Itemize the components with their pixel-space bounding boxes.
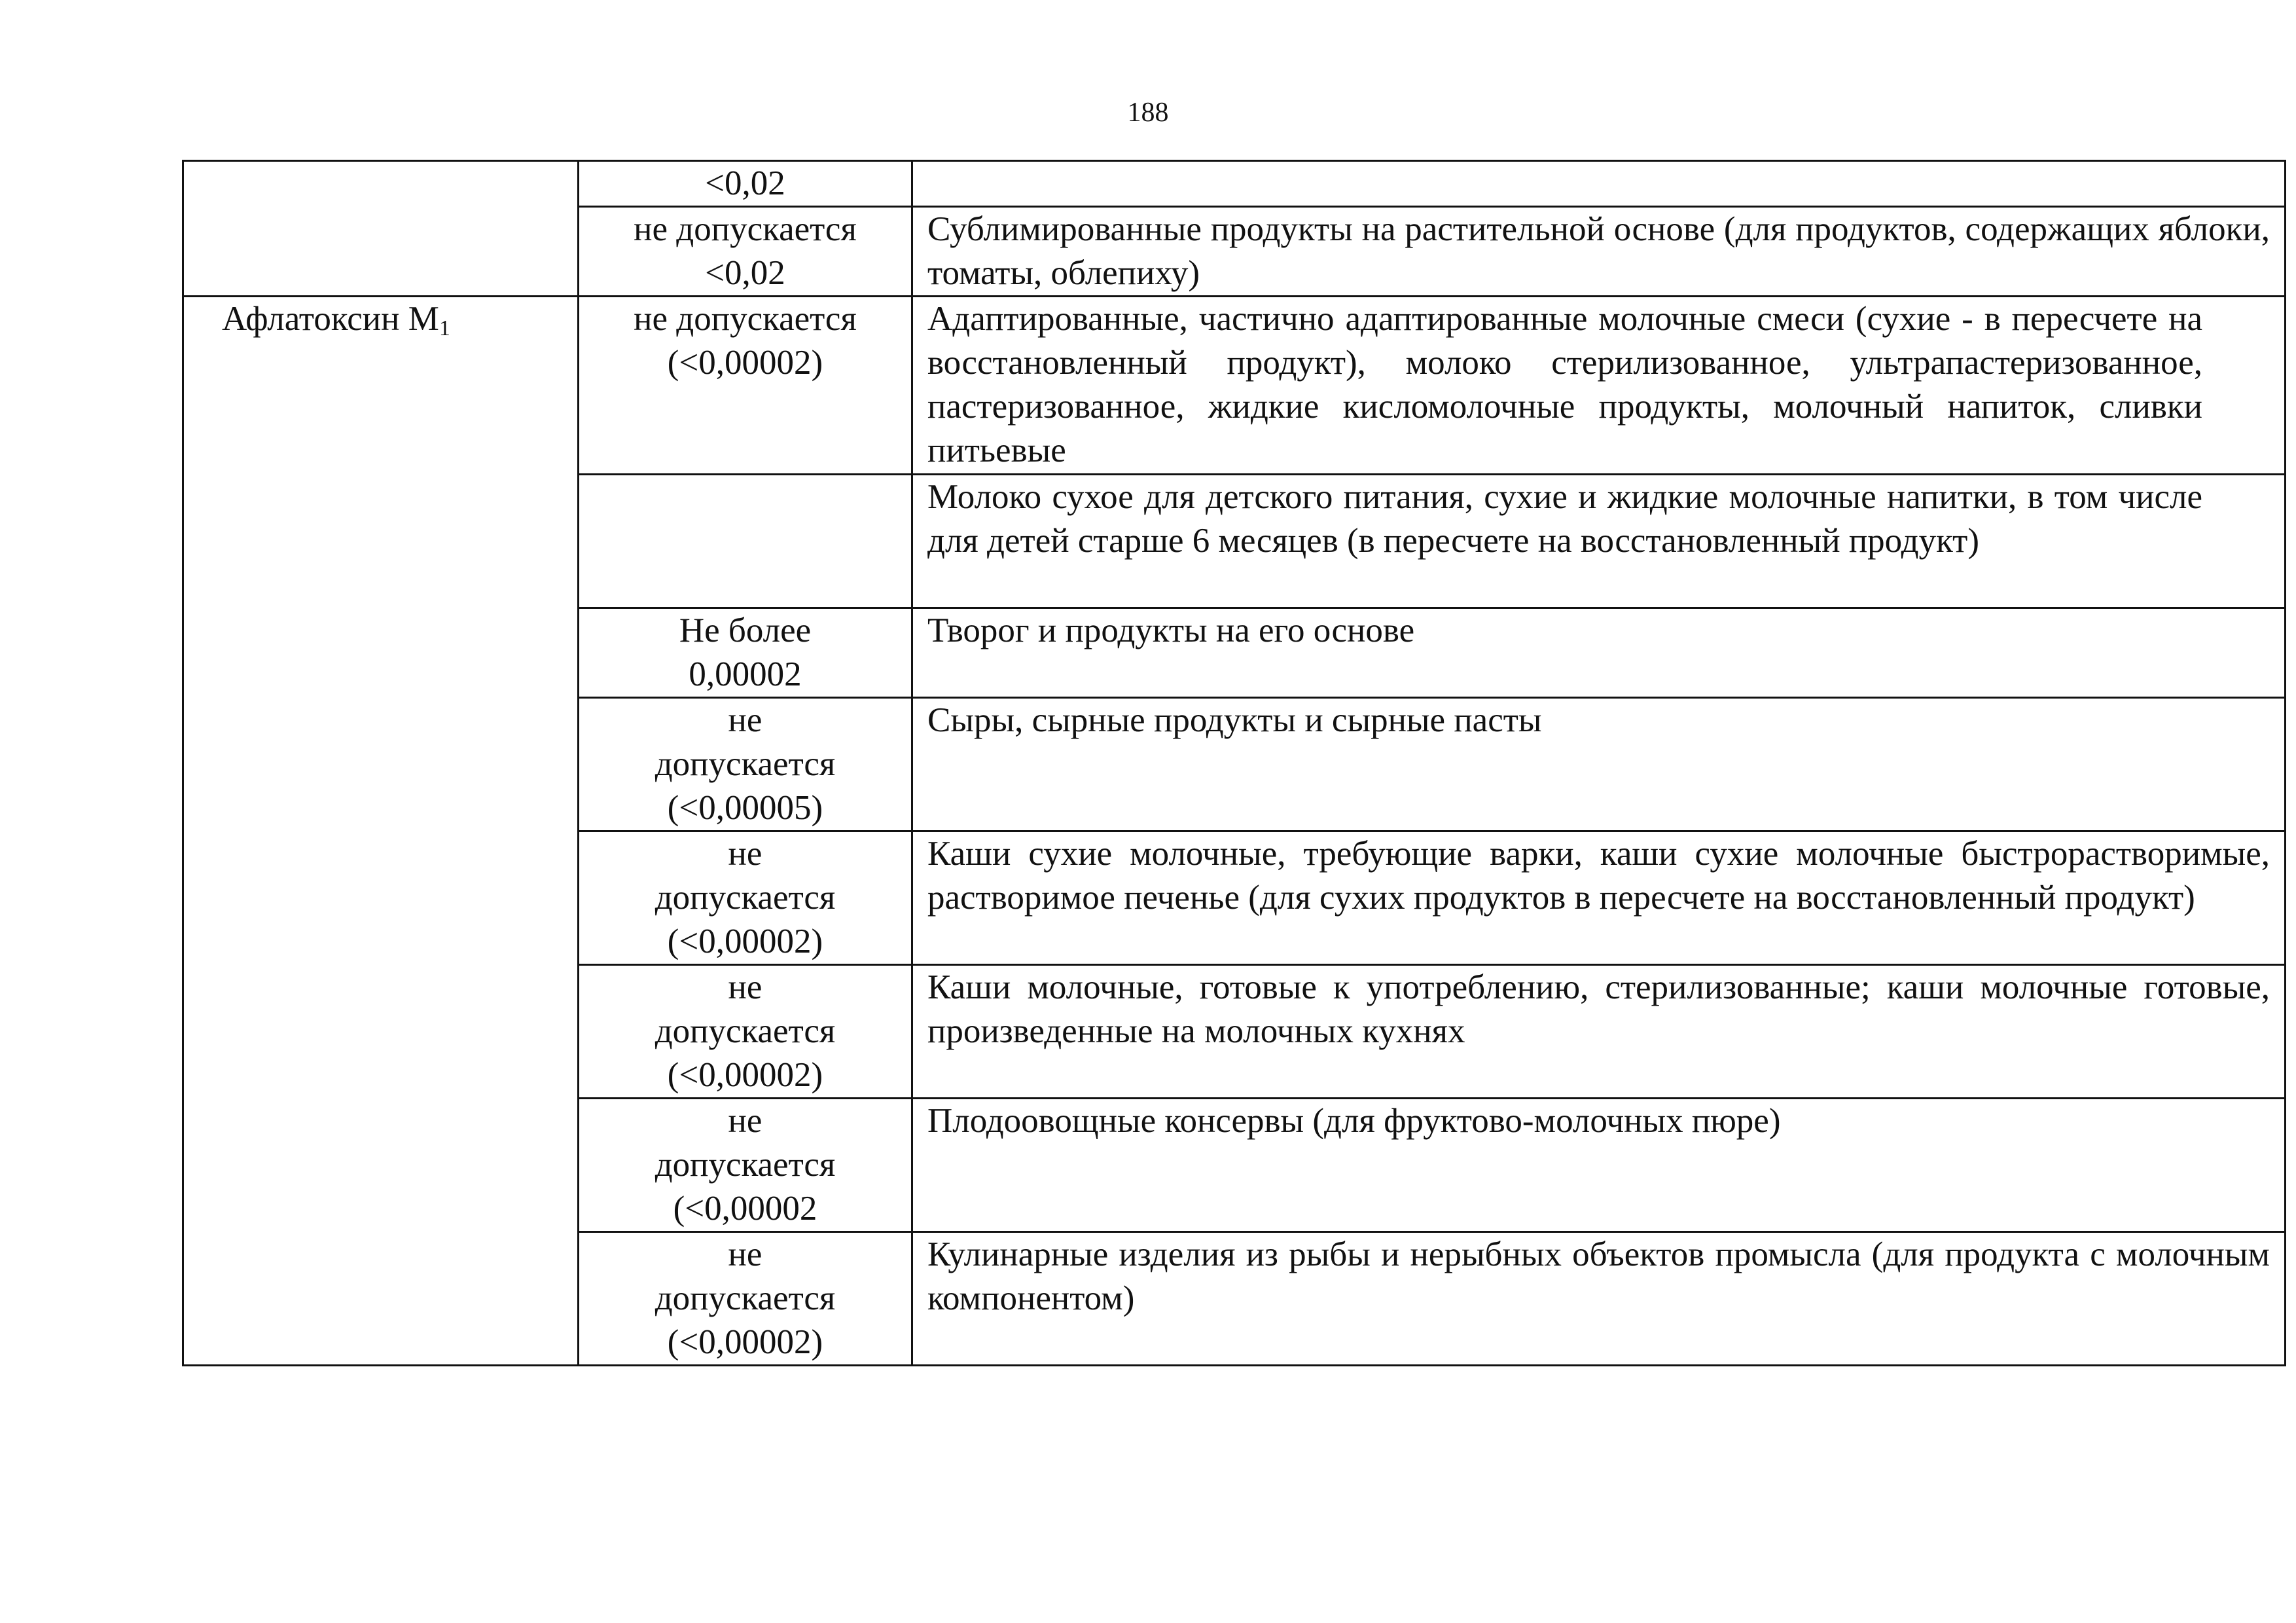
product-cell: Каши сухие молочные, требующие варки, каши сухие молочные быстрорастворимые, растворимое печенье (для сухих продуктов в пересчете на восстановленный продукт)	[912, 831, 2286, 965]
limit-cell: не допускается (<0,00002)	[579, 1232, 912, 1366]
limit-cell: не допускается (<0,00002)	[579, 297, 912, 475]
limit-cell: не допускается (<0,00005)	[579, 698, 912, 831]
page-number: 188	[1127, 98, 1169, 128]
substance-name: Афлатоксин М	[222, 300, 439, 338]
product-cell	[912, 161, 2286, 207]
product-cell: Кулинарные изделия из рыбы и нерыбных объектов промысла (для продукта с молочным компонентом)	[912, 1232, 2286, 1366]
substance-cell	[183, 161, 579, 297]
product-cell: Сыры, сырные продукты и сырные пасты	[912, 698, 2286, 831]
limit-cell: не допускается (<0,00002	[579, 1099, 912, 1232]
substance-subscript: 1	[439, 316, 450, 340]
product-cell: Творог и продукты на его основе	[912, 608, 2286, 698]
limit-cell: Не более 0,00002	[579, 608, 912, 698]
product-cell: Адаптированные, частично адаптированные молочные смеси (сухие - в пересчете на восстановленный продукт), молоко стерилизованное, ультрапастеризованное, пастеризованное, жидкие кисломолочные продукты, молочный напиток, сливки питьевые	[912, 297, 2286, 475]
product-cell: Каши молочные, готовые к употреблению, стерилизованные; каши молочные готовые, произведенные на молочных кухнях	[912, 965, 2286, 1099]
limit-cell: не допускается (<0,00002)	[579, 965, 912, 1099]
limit-cell: <0,02	[579, 161, 912, 207]
table-row	[183, 161, 2286, 207]
limit-cell: не допускается <0,02	[579, 207, 912, 297]
table-row	[183, 297, 2286, 475]
limit-cell: не допускается (<0,00002)	[579, 831, 912, 965]
substance-cell	[183, 297, 579, 1366]
product-cell: Плодоовощные консервы (для фруктово-молочных пюре)	[912, 1099, 2286, 1232]
product-cell: Сублимированные продукты на растительной основе (для продуктов, содержащих яблоки, томаты, облепиху)	[912, 207, 2286, 297]
product-cell: Молоко сухое для детского питания, сухие и жидкие молочные напитки, в том числе для детей старше 6 месяцев (в пересчете на восстановленный продукт)	[912, 475, 2286, 608]
toxin-limits-table	[182, 160, 2286, 1366]
limit-cell	[579, 475, 912, 608]
